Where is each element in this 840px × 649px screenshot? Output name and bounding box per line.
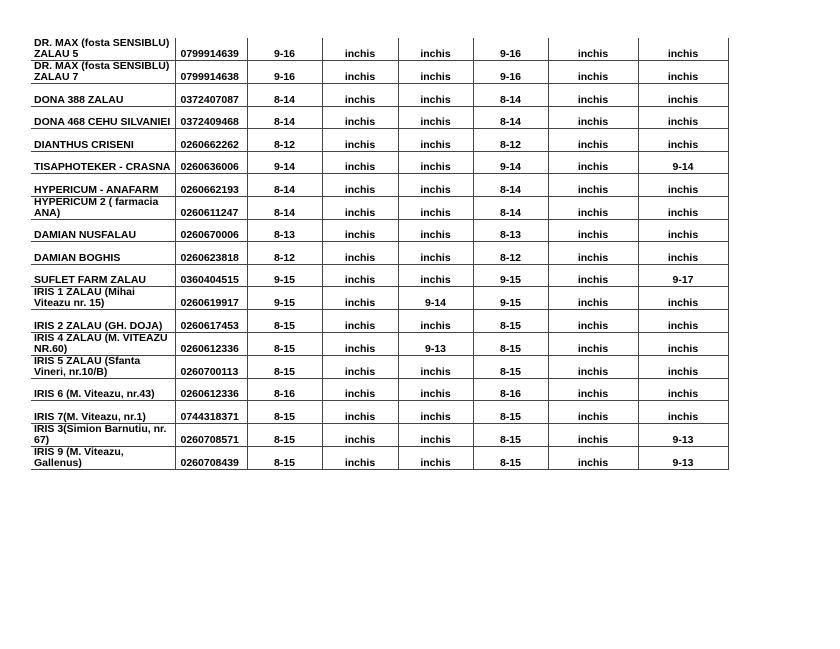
table-row [31, 355, 728, 378]
hours-cell: 8-16 [247, 378, 322, 401]
hours-cell: 8-15 [247, 446, 322, 469]
pharmacy-name-cell: DAMIAN NUSFALAU [34, 229, 137, 241]
hours-cell: inchis [548, 332, 638, 355]
phone-cell: 0360404515 [175, 264, 247, 287]
table-row [31, 310, 728, 333]
hours-cell: inchis [322, 219, 398, 242]
phone-cell: 0260670006 [175, 219, 247, 242]
hours-cell: 9-14 [638, 151, 728, 174]
phone-cell: 0260623818 [175, 242, 247, 265]
hours-cell: inchis [548, 151, 638, 174]
hours-cell: 8-13 [473, 219, 548, 242]
hours-cell: 8-15 [247, 332, 322, 355]
pharmacy-name-cell: IRIS 4 ZALAU (M. VITEAZU NR.60) [34, 332, 168, 355]
hours-cell: inchis [638, 174, 728, 197]
hours-cell: inchis [398, 378, 473, 401]
hours-cell: inchis [638, 378, 728, 401]
hours-cell: 9-16 [473, 61, 548, 84]
hours-cell: 9-16 [247, 38, 322, 61]
hours-cell: inchis [548, 310, 638, 333]
pharmacy-name-cell: DONA 388 ZALAU [34, 93, 124, 106]
hours-cell: 9-14 [473, 151, 548, 174]
hours-cell: inchis [548, 84, 638, 107]
table-row [31, 219, 728, 242]
hours-cell: 8-15 [473, 401, 548, 424]
hours-cell: inchis [322, 242, 398, 265]
table-row [31, 174, 728, 197]
hours-cell: inchis [548, 242, 638, 265]
hours-cell: 8-16 [473, 378, 548, 401]
phone-cell: 0372407087 [175, 84, 247, 107]
hours-cell: 9-16 [473, 38, 548, 61]
table-row [31, 84, 728, 107]
hours-cell: 8-15 [247, 355, 322, 378]
hours-cell: inchis [322, 401, 398, 424]
hours-cell: inchis [548, 61, 638, 84]
phone-cell: 0260662262 [175, 129, 247, 152]
pharmacy-name-cell: IRIS 1 ZALAU (Mihai Viteazu nr. 15) [34, 286, 135, 309]
hours-cell: 8-15 [247, 401, 322, 424]
hours-cell: inchis [548, 174, 638, 197]
hours-cell: inchis [322, 264, 398, 287]
hours-cell: inchis [638, 332, 728, 355]
hours-cell: inchis [638, 401, 728, 424]
hours-cell: inchis [548, 446, 638, 469]
hours-cell: inchis [398, 423, 473, 446]
hours-cell: inchis [548, 38, 638, 61]
hours-cell: inchis [548, 219, 638, 242]
hours-cell: inchis [398, 446, 473, 469]
hours-cell: inchis [322, 61, 398, 84]
hours-cell: 8-14 [473, 196, 548, 219]
phone-cell: 0260700113 [175, 355, 247, 378]
hours-cell: inchis [398, 151, 473, 174]
table-row [31, 423, 728, 446]
hours-cell: inchis [322, 84, 398, 107]
phone-cell: 0260612336 [175, 378, 247, 401]
hours-cell: inchis [322, 151, 398, 174]
hours-cell: inchis [322, 287, 398, 310]
hours-cell: inchis [638, 129, 728, 152]
hours-cell: inchis [548, 129, 638, 152]
hours-cell: 9-13 [398, 332, 473, 355]
pharmacy-name-cell: IRIS 3(Simion Barnutiu, nr. 67) [34, 423, 167, 446]
table-row [31, 401, 728, 424]
hours-cell: 8-14 [247, 196, 322, 219]
phone-cell: 0260662193 [175, 174, 247, 197]
hours-cell: inchis [548, 264, 638, 287]
hours-cell: inchis [322, 174, 398, 197]
hours-cell: inchis [322, 355, 398, 378]
hours-cell: inchis [638, 287, 728, 310]
phone-cell: 0260636006 [175, 151, 247, 174]
phone-cell: 0260612336 [175, 332, 247, 355]
hours-cell: inchis [398, 106, 473, 129]
hours-cell: 8-13 [247, 219, 322, 242]
hours-cell: 8-12 [247, 129, 322, 152]
table-row [31, 38, 728, 61]
hours-cell: inchis [322, 446, 398, 469]
hours-cell: inchis [322, 196, 398, 219]
hours-cell: 9-14 [398, 287, 473, 310]
phone-cell: 0260611247 [175, 196, 247, 219]
hours-cell: inchis [398, 61, 473, 84]
hours-cell: inchis [548, 287, 638, 310]
table-row [31, 61, 728, 84]
hours-cell: inchis [548, 401, 638, 424]
pharmacy-name-cell: DR. MAX (fosta SENSIBLU) ZALAU 5 [34, 38, 170, 60]
pharmacy-name-cell: IRIS 6 (M. Viteazu, nr.43) [34, 388, 155, 400]
hours-cell: inchis [398, 196, 473, 219]
table-row [31, 196, 728, 219]
hours-cell: inchis [398, 242, 473, 265]
hours-cell: 8-15 [473, 310, 548, 333]
hours-cell: 8-14 [473, 174, 548, 197]
table-row [31, 332, 728, 355]
hours-cell: 9-13 [638, 446, 728, 469]
hours-cell: 9-16 [247, 61, 322, 84]
phone-cell: 0260617453 [175, 310, 247, 333]
pharmacy-name-cell: IRIS 5 ZALAU (Sfanta Vineri, nr.10/B) [34, 355, 141, 378]
pharmacy-name-cell: DR. MAX (fosta SENSIBLU) ZALAU 7 [34, 60, 170, 83]
pharmacy-name-cell: DIANTHUS CRISENI [34, 138, 134, 151]
hours-cell: 9-15 [473, 264, 548, 287]
phone-cell: 0260708439 [175, 446, 247, 469]
hours-cell: 8-15 [247, 310, 322, 333]
table-row [31, 106, 728, 129]
hours-cell: 8-15 [473, 423, 548, 446]
phone-cell: 0744318371 [175, 401, 247, 424]
hours-cell: 8-14 [247, 84, 322, 107]
hours-cell: inchis [638, 310, 728, 333]
pharmacy-name-cell: IRIS 2 ZALAU (GH. DOJA) [34, 319, 163, 332]
pharmacy-name-cell: HYPERICUM - ANAFARM [34, 183, 159, 196]
pharmacy-name-cell: SUFLET FARM ZALAU [34, 274, 146, 286]
hours-cell: inchis [398, 219, 473, 242]
hours-cell: 9-15 [247, 287, 322, 310]
hours-cell: 8-15 [473, 355, 548, 378]
hours-cell: inchis [638, 242, 728, 265]
hours-cell: inchis [322, 129, 398, 152]
pharmacy-name-cell: TISAPHOTEKER - CRASNA [34, 161, 171, 173]
pharmacy-name-cell: HYPERICUM 2 ( farmacia ANA) [34, 196, 159, 219]
hours-cell: inchis [548, 423, 638, 446]
hours-cell: 8-12 [247, 242, 322, 265]
hours-cell: 8-15 [247, 423, 322, 446]
hours-cell: 9-14 [247, 151, 322, 174]
hours-cell: inchis [398, 129, 473, 152]
hours-cell: inchis [398, 174, 473, 197]
hours-cell: inchis [322, 378, 398, 401]
hours-cell: inchis [398, 264, 473, 287]
hours-cell: inchis [638, 84, 728, 107]
hours-cell: inchis [398, 38, 473, 61]
hours-cell: inchis [548, 355, 638, 378]
table-body [31, 38, 728, 469]
phone-cell: 0372409468 [175, 106, 247, 129]
hours-cell: 9-15 [247, 264, 322, 287]
hours-cell: 8-14 [473, 106, 548, 129]
hours-cell: inchis [548, 196, 638, 219]
phone-cell: 0799914639 [175, 38, 247, 61]
table-row [31, 287, 728, 310]
hours-cell: 8-14 [247, 106, 322, 129]
phone-cell: 0260619917 [175, 287, 247, 310]
hours-cell: 9-13 [638, 423, 728, 446]
hours-cell: inchis [638, 355, 728, 378]
table-row [31, 242, 728, 265]
hours-cell: inchis [398, 401, 473, 424]
phone-cell: 0799914638 [175, 61, 247, 84]
table-row [31, 378, 728, 401]
table-row [31, 264, 728, 287]
hours-cell: 8-14 [247, 174, 322, 197]
table-row [31, 151, 728, 174]
hours-cell: 8-12 [473, 242, 548, 265]
hours-cell: inchis [638, 219, 728, 242]
hours-cell: inchis [638, 196, 728, 219]
hours-cell: 9-17 [638, 264, 728, 287]
pharmacy-name-cell: IRIS 7(M. Viteazu, nr.1) [34, 410, 146, 423]
pharmacy-name-cell: DAMIAN BOGHIS [34, 251, 121, 264]
pharmacy-schedule-table [31, 38, 729, 470]
hours-cell: 8-15 [473, 446, 548, 469]
hours-cell: inchis [322, 38, 398, 61]
hours-cell: inchis [398, 355, 473, 378]
hours-cell: inchis [638, 106, 728, 129]
hours-cell: inchis [322, 423, 398, 446]
hours-cell: inchis [638, 61, 728, 84]
pharmacy-name-cell: DONA 468 CEHU SILVANIEI [34, 116, 171, 128]
hours-cell: inchis [548, 106, 638, 129]
table-row [31, 129, 728, 152]
hours-cell: inchis [322, 106, 398, 129]
hours-cell: 8-12 [473, 129, 548, 152]
hours-cell: inchis [398, 310, 473, 333]
hours-cell: inchis [638, 38, 728, 61]
table-row [31, 446, 728, 469]
pharmacy-name-cell: IRIS 9 (M. Viteazu, Gallenus) [34, 446, 124, 469]
phone-cell: 0260708571 [175, 423, 247, 446]
hours-cell: 8-15 [473, 332, 548, 355]
hours-cell: 8-14 [473, 84, 548, 107]
hours-cell: inchis [322, 310, 398, 333]
hours-cell: inchis [322, 332, 398, 355]
hours-cell: 9-15 [473, 287, 548, 310]
hours-cell: inchis [548, 378, 638, 401]
hours-cell: inchis [398, 84, 473, 107]
